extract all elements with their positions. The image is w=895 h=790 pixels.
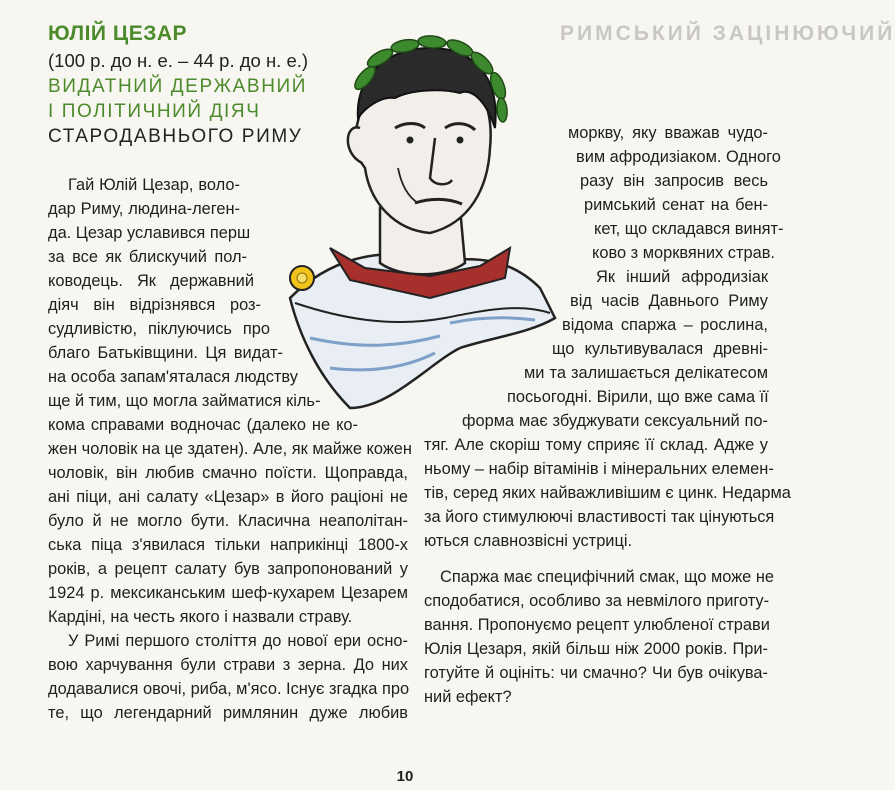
left-column-line: ще й тим, що могла займатися кіль- — [48, 392, 321, 410]
left-column-line: жен чоловік на це здатен). Але, як майже кожен — [48, 440, 412, 458]
left-column-line: за все як блискучий пол- — [48, 248, 247, 266]
left-column-line: Гай Юлій Цезар, воло- — [68, 176, 240, 194]
right-column-line: що культивувалася древні- — [552, 340, 768, 358]
left-column-line: додавалися овочі, риба, м'ясо. Існує згадка про — [48, 680, 410, 698]
left-column-line: те, що легендарний римлянин дуже любив — [48, 704, 408, 722]
right-column-line: тяг. Але скоріш тому сприяє її склад. Адже у — [424, 436, 768, 454]
right-column-line: Як інший афродизіак — [596, 268, 768, 286]
right-column-line: разу він запросив весь — [580, 172, 768, 190]
right-column-line: моркву, яку вважав чудо- — [568, 124, 768, 142]
right-column-line: тів, серед яких найважливішим є цинк. Недарма — [424, 484, 791, 502]
right-column-line: від часів Давнього Риму — [570, 292, 768, 310]
right-column-line: за його стимулюючі властивості так цінуються — [424, 508, 775, 526]
left-column-line: судливістю, піклуючись про — [48, 320, 270, 338]
right-column-line: вання. Пропонуємо рецепт улюбленої страви — [424, 616, 770, 634]
right-column-line: відома спаржа – рослина, — [562, 316, 768, 334]
left-column-line: вою харчування були страви з зерна. До них — [48, 656, 408, 674]
heading-name: ЮЛІЙ ЦЕЗАР — [48, 22, 188, 45]
left-column-line: 1924 р. мексиканським шеф-кухарем Цезарем — [48, 584, 408, 602]
left-column-line: діяч він відрізнявся роз- — [48, 296, 261, 314]
right-column-line: Юлія Цезаря, якій більш ніж 2000 років. При- — [424, 640, 768, 658]
right-column-line: ньому – набір вітамінів і мінеральних елемен- — [424, 460, 774, 478]
right-column-line: вим афродизіаком. Одного — [576, 148, 781, 166]
left-column-line: У Римі першого століття до нової ери осно- — [68, 632, 408, 650]
left-column-line: дар Риму, людина-леген- — [48, 200, 240, 218]
right-column-line: кет, що складався винят- — [594, 220, 784, 238]
left-column-line: благо Батьківщини. Ця видат- — [48, 344, 283, 362]
page-number: 10 — [396, 768, 414, 785]
left-column-line: ководець. Як державний — [48, 272, 254, 290]
right-column-line: Спаржа має специфічний смак, що може не — [440, 568, 775, 586]
right-column-line: ково з морквяних страв. — [592, 244, 775, 262]
left-column-line: да. Цезар уславився перш — [48, 224, 251, 242]
left-column-line: років, а рецепт салату був запропонований у — [48, 560, 408, 578]
left-column-line: кома справами водночас (далеко не ко- — [48, 416, 358, 434]
left-column-line: було й не могло бути. Класична неаполітан- — [48, 512, 408, 530]
right-column-line: ний ефект? — [424, 688, 512, 706]
heading-dates: (100 р. до н. е. – 44 р. до н. е.) — [48, 50, 309, 71]
heading-title-line-3: СТАРОДАВНЬОГО РИМУ — [48, 126, 303, 147]
right-column-line: римський сенат на бен- — [584, 196, 768, 214]
right-column-line: форма має збуджувати сексуальний по- — [462, 412, 768, 430]
left-column-line: Кардіні, на честь якого і назвали страву. — [48, 608, 353, 626]
left-column-line: на особа запам'яталася людству — [48, 368, 298, 386]
left-column-line: чоловік, він любив смачно поїсти. Щоправда, — [48, 464, 408, 482]
right-column-line: готуйте й оцініть: чи смачно? Чи був очікува- — [424, 664, 768, 682]
caesar-bust-illustration — [270, 18, 560, 413]
heading-title-line-1: ВИДАТНИЙ ДЕРЖАВНИЙ — [48, 76, 308, 97]
right-column-line: ються славнозвісні устриці. — [424, 532, 633, 550]
right-column-line: посьогодні. Вірили, що вже сама її — [507, 388, 769, 406]
left-column-line: ська піца з'явилася тільки наприкінці 1800-х — [48, 536, 408, 554]
heading-title-line-2: І ПОЛІТИЧНИЙ ДІЯЧ — [48, 101, 261, 122]
show-through-heading: РИМСЬКИЙ ЗАЦІНЮЮЧИЙ — [560, 22, 895, 45]
right-column-line: сподобатися, особливо за невмілого приготу- — [424, 592, 770, 610]
right-column-line: ми та залишається делікатесом — [524, 364, 768, 382]
left-column-line: ані піци, ані салату «Цезар» в його раціоні не — [48, 488, 408, 506]
